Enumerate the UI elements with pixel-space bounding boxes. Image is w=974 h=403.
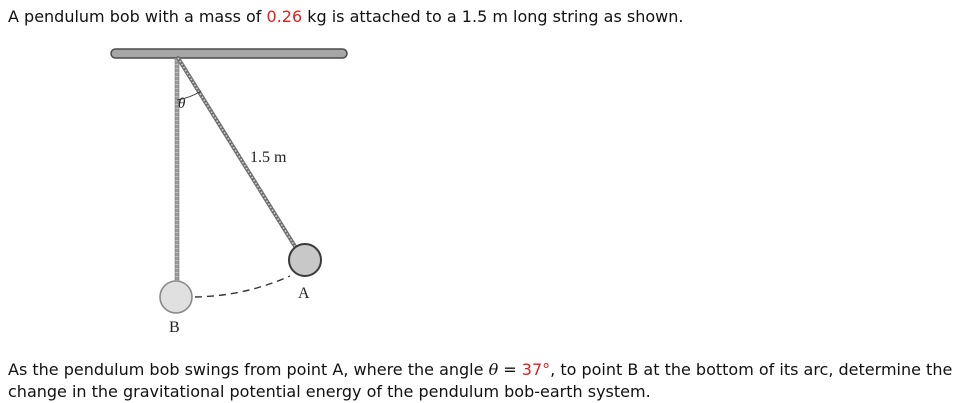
bob-b	[160, 281, 192, 313]
support-bar	[111, 49, 347, 58]
length-label: 1.5 m	[250, 149, 287, 166]
question-text-after-angle: , to point B at the bottom of its arc, determine the	[550, 360, 953, 379]
swing-path	[195, 276, 290, 297]
vertical-string	[175, 58, 179, 284]
angle-label: θ	[178, 96, 186, 112]
equals-sign: =	[498, 360, 522, 379]
theta-symbol: θ	[488, 360, 499, 379]
intro-text-after-mass: kg is attached to a 1.5 m long string as shown.	[302, 7, 684, 26]
point-a-label: A	[298, 285, 310, 302]
mass-value: 0.26	[266, 7, 303, 26]
question-line-2: change in the gravitational potential energy of the pendulum bob-earth system.	[8, 382, 651, 401]
intro-text-before-mass: A pendulum bob with a mass of	[8, 7, 267, 26]
question-text-before-angle: As the pendulum bob swings from point A, where the angle	[8, 360, 489, 379]
angle-value: 37°	[521, 360, 551, 379]
point-b-label: B	[169, 319, 180, 336]
bob-a	[289, 244, 321, 276]
question-line-1	[8, 359, 952, 381]
